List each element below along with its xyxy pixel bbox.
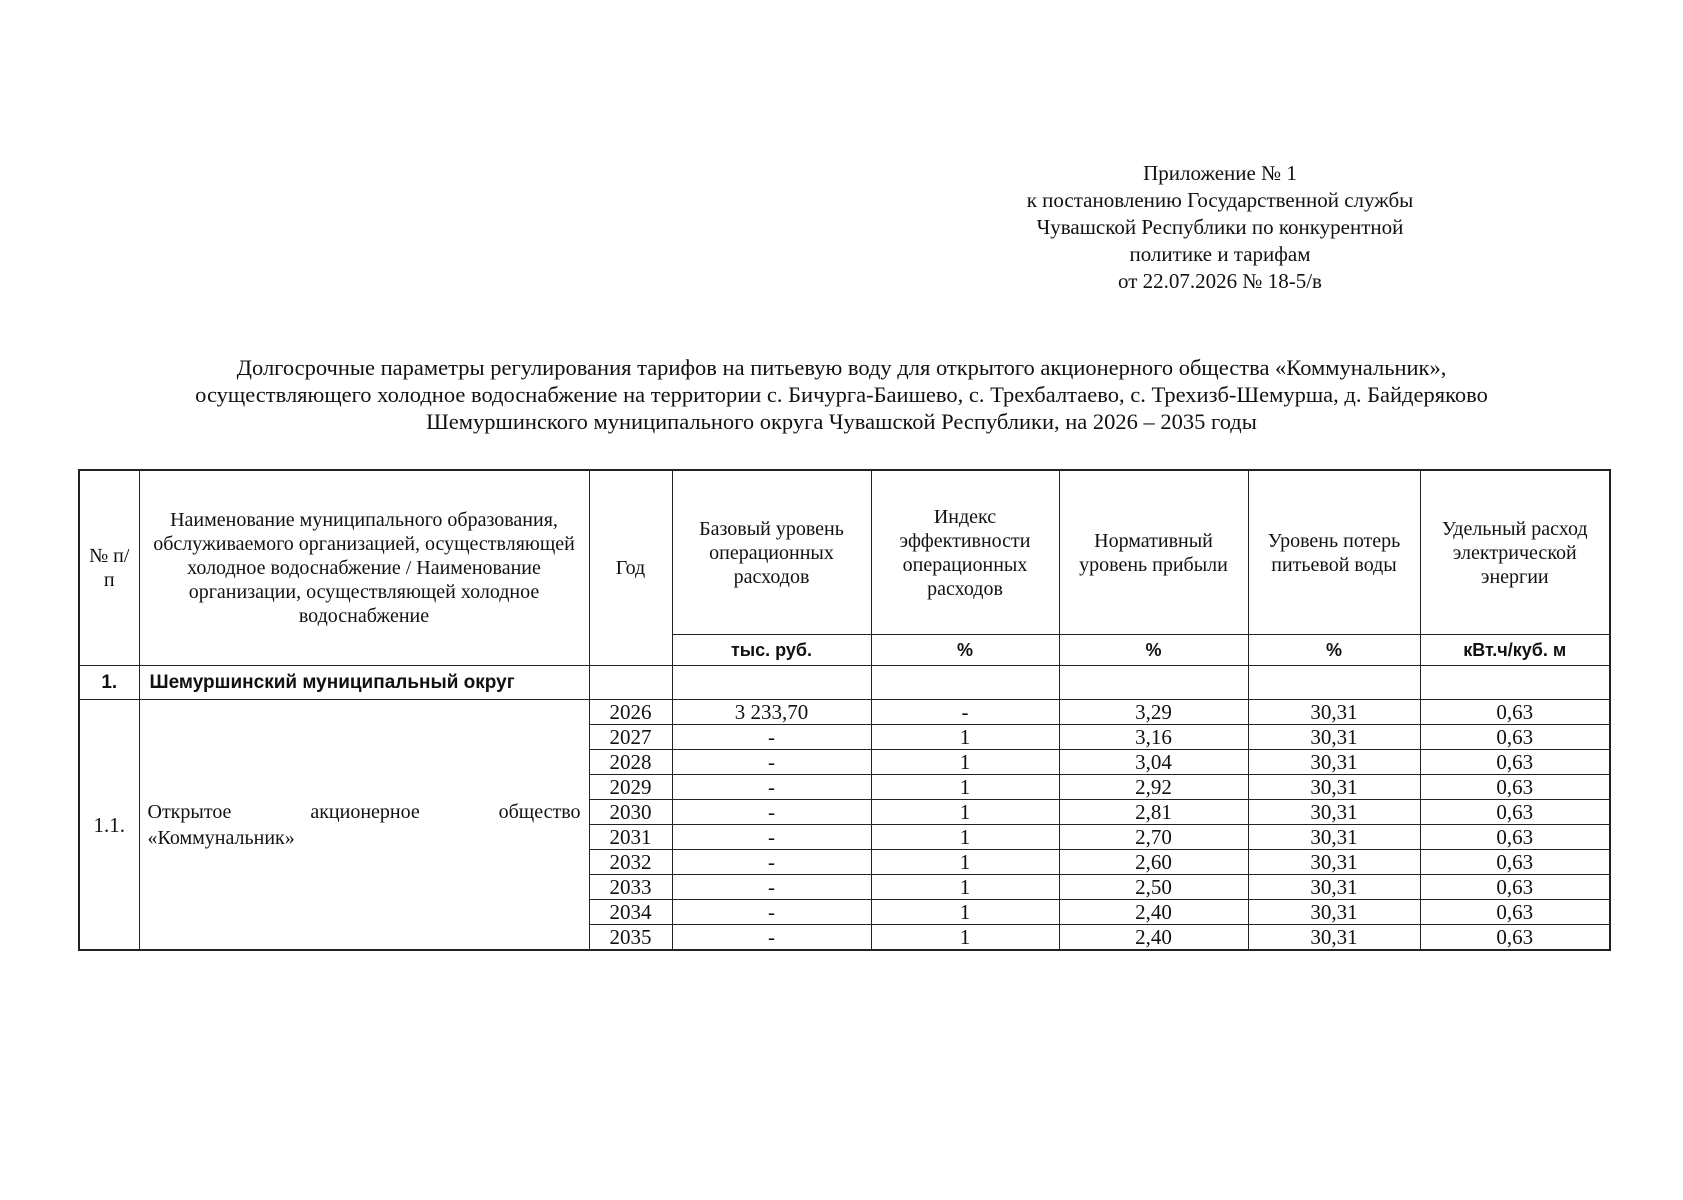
unit-loss: % (1248, 635, 1420, 666)
tariff-parameters-table (78, 469, 1611, 951)
cell-profit: 2,50 (1059, 875, 1248, 900)
cell-profit: 3,29 (1059, 700, 1248, 725)
section-empty-cell (871, 666, 1059, 700)
cell-year: 2035 (589, 925, 672, 951)
cell-loss: 30,31 (1248, 725, 1420, 750)
section-empty-cell (589, 666, 672, 700)
cell-loss: 30,31 (1248, 850, 1420, 875)
cell-year: 2027 (589, 725, 672, 750)
cell-energy: 0,63 (1420, 925, 1610, 951)
cell-base: - (672, 775, 871, 800)
header-name: Наименование муниципального образования, обслуживаемого организацией, осуществляющей холодное водоснабжение / Наименование организации, осуществляющей холодное водоснабжение (139, 470, 589, 666)
unit-base: тыс. руб. (672, 635, 871, 666)
cell-profit: 2,81 (1059, 800, 1248, 825)
section-empty-cell (1420, 666, 1610, 700)
header-energy-consumption: Удельный расход электрической энергии (1420, 470, 1610, 635)
header-row (79, 470, 1610, 635)
header-base-opex: Базовый уровень операционных расходов (672, 470, 871, 635)
org-name-word: Открытое (147, 800, 232, 823)
appendix-line: Чувашской Республики по конкурентной (1036, 215, 1404, 239)
section-row (79, 666, 1610, 700)
cell-energy: 0,63 (1420, 725, 1610, 750)
cell-base: - (672, 850, 871, 875)
org-name-line-2: «Коммунальник» (147, 826, 295, 849)
org-name-line-1 (148, 799, 581, 825)
cell-base: 3 233,70 (672, 700, 871, 725)
cell-year: 2029 (589, 775, 672, 800)
cell-year: 2034 (589, 900, 672, 925)
cell-year: 2028 (589, 750, 672, 775)
cell-loss: 30,31 (1248, 800, 1420, 825)
cell-loss: 30,31 (1248, 875, 1420, 900)
cell-index: 1 (871, 825, 1059, 850)
cell-loss: 30,31 (1248, 775, 1420, 800)
cell-index: 1 (871, 800, 1059, 825)
title-line: осуществляющего холодное водоснабжение на территории с. Бичурга-Баишево, с. Трехбалтаево, с. Трехизб-Шемурша, д. Байдеряково (195, 382, 1488, 407)
cell-energy: 0,63 (1420, 775, 1610, 800)
title-line: Шемуршинского муниципального округа Чувашской Республики, на 2026 – 2035 годы (426, 409, 1257, 434)
cell-year: 2030 (589, 800, 672, 825)
cell-profit: 3,04 (1059, 750, 1248, 775)
cell-energy: 0,63 (1420, 800, 1610, 825)
cell-loss: 30,31 (1248, 900, 1420, 925)
section-empty-cell (1059, 666, 1248, 700)
header-num: № п/п (79, 470, 139, 666)
cell-loss: 30,31 (1248, 825, 1420, 850)
cell-year: 2033 (589, 875, 672, 900)
cell-year: 2032 (589, 850, 672, 875)
cell-energy: 0,63 (1420, 850, 1610, 875)
table-row (79, 700, 1610, 725)
cell-profit: 3,16 (1059, 725, 1248, 750)
cell-index: 1 (871, 775, 1059, 800)
cell-base: - (672, 900, 871, 925)
document-title (60, 354, 1623, 435)
unit-energy: кВт.ч/куб. м (1420, 635, 1610, 666)
cell-year: 2031 (589, 825, 672, 850)
unit-index: % (871, 635, 1059, 666)
cell-profit: 2,60 (1059, 850, 1248, 875)
cell-base: - (672, 725, 871, 750)
header-profit-level: Нормативный уровень прибыли (1059, 470, 1248, 635)
cell-profit: 2,40 (1059, 900, 1248, 925)
cell-base: - (672, 825, 871, 850)
cell-loss: 30,31 (1248, 700, 1420, 725)
cell-index: 1 (871, 850, 1059, 875)
org-name-word: акционерное (310, 800, 420, 823)
cell-base: - (672, 750, 871, 775)
header-year: Год (589, 470, 672, 666)
cell-index: 1 (871, 875, 1059, 900)
cell-index: 1 (871, 725, 1059, 750)
appendix-block (980, 160, 1460, 295)
cell-energy: 0,63 (1420, 825, 1610, 850)
cell-profit: 2,40 (1059, 925, 1248, 951)
cell-profit: 2,92 (1059, 775, 1248, 800)
cell-energy: 0,63 (1420, 900, 1610, 925)
section-num: 1. (79, 666, 139, 700)
header-efficiency-index: Индекс эффективности операционных расходов (871, 470, 1059, 635)
header-water-loss: Уровень потерь питьевой воды (1248, 470, 1420, 635)
cell-base: - (672, 875, 871, 900)
org-num: 1.1. (79, 700, 139, 951)
title-line: Долгосрочные параметры регулирования тарифов на питьевую воду для открытого акционерного общества «Коммунальник», (236, 355, 1447, 380)
cell-energy: 0,63 (1420, 700, 1610, 725)
section-empty-cell (672, 666, 871, 700)
cell-profit: 2,70 (1059, 825, 1248, 850)
cell-index: 1 (871, 900, 1059, 925)
cell-loss: 30,31 (1248, 750, 1420, 775)
cell-year: 2026 (589, 700, 672, 725)
cell-base: - (672, 800, 871, 825)
section-name: Шемуршинский муниципальный округ (139, 666, 589, 700)
cell-index: 1 (871, 925, 1059, 951)
appendix-line: к постановлению Государственной службы (1026, 188, 1414, 212)
org-name (139, 700, 589, 951)
appendix-line: Приложение № 1 (1143, 161, 1297, 185)
cell-index: 1 (871, 750, 1059, 775)
cell-loss: 30,31 (1248, 925, 1420, 951)
appendix-line: политике и тарифам (1129, 242, 1311, 266)
appendix-line: от 22.07.2026 № 18-5/в (1118, 269, 1322, 293)
cell-base: - (672, 925, 871, 951)
org-name-word: общество (498, 800, 581, 823)
cell-energy: 0,63 (1420, 750, 1610, 775)
section-empty-cell (1248, 666, 1420, 700)
cell-index: - (871, 700, 1059, 725)
unit-profit: % (1059, 635, 1248, 666)
cell-energy: 0,63 (1420, 875, 1610, 900)
